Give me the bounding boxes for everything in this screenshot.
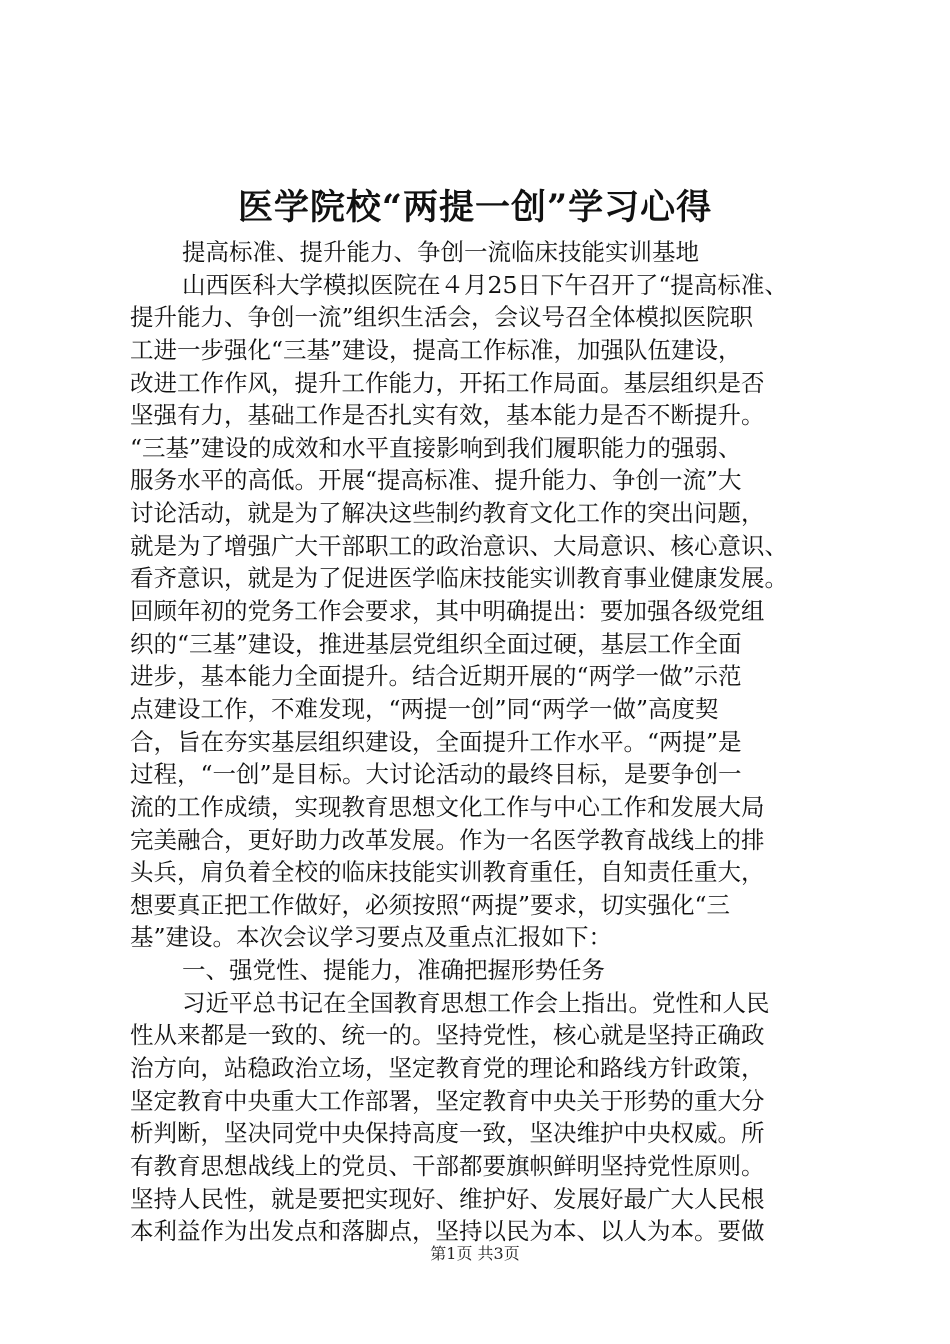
text-line: 有教育思想战线上的党员、干部都要旗帜鲜明坚持党性原则。 bbox=[130, 1151, 765, 1180]
document-body bbox=[130, 236, 850, 1248]
text-line: 工进一步强化“三基”建设，提高工作标准，加强队伍建设， bbox=[130, 335, 742, 364]
text-line: 治方向，站稳政治立场，坚定教育党的理论和路线方针政策， bbox=[130, 1054, 765, 1083]
text-line: 头兵，肩负着全校的临床技能实训教育重任，自知责任重大， bbox=[130, 858, 765, 887]
text-line: 服务水平的高低。开展“提高标准、提升能力、争创一流”大 bbox=[130, 466, 742, 495]
text-line: 完美融合，更好助力改革发展。作为一名医学教育战线上的排 bbox=[130, 825, 765, 854]
text-line: 本利益作为出发点和落脚点，坚持以民为本、以人为本。要做 bbox=[130, 1217, 765, 1246]
text-line: 基”建设。本次会议学习要点及重点汇报如下： bbox=[130, 923, 613, 952]
text-line: 织的“三基”建设，推进基层党组织全面过硬，基层工作全面 bbox=[130, 629, 742, 658]
text-line: 坚持人民性，就是要把实现好、维护好、发展好最广大人民根 bbox=[130, 1184, 765, 1213]
text-line: 一、强党性、提能力，准确把握形势任务 bbox=[182, 956, 605, 985]
text-line: 流的工作成绩，实现教育思想文化工作与中心工作和发展大局 bbox=[130, 792, 765, 821]
text-line: 山西医科大学模拟医院在４月25日下午召开了“提高标准、 bbox=[182, 270, 788, 299]
text-line: 想要真正把工作做好，必须按照“两提”要求，切实强化“三 bbox=[130, 890, 731, 919]
text-line: “三基”建设的成效和水平直接影响到我们履职能力的强弱、 bbox=[130, 433, 742, 462]
text-line: 坚强有力，基础工作是否扎实有效，基本能力是否不断提升。 bbox=[130, 401, 765, 430]
text-line: 看齐意识，就是为了促进医学临床技能实训教育事业健康发展。 bbox=[130, 564, 788, 593]
text-line: 点建设工作，不难发现，“两提一创”同“两学一做”高度契 bbox=[130, 694, 719, 723]
text-line: 改进工作作风，提升工作能力，开拓工作局面。基层组织是否 bbox=[130, 368, 765, 397]
text-line: 性从来都是一致的、统一的。坚持党性，核心就是坚持正确政 bbox=[130, 1021, 765, 1050]
text-line: 过程，“一创”是目标。大讨论活动的最终目标，是要争创一 bbox=[130, 760, 742, 789]
text-line: 合，旨在夯实基层组织建设，全面提升工作水平。“两提”是 bbox=[130, 727, 742, 756]
text-line: 习近平总书记在全国教育思想工作会上指出。党性和人民 bbox=[182, 988, 770, 1017]
page-title: 医学院校“两提一创”学习心得 bbox=[237, 187, 713, 228]
text-line: 提升能力、争创一流”组织生活会，会议号召全体模拟医院职 bbox=[130, 303, 754, 332]
text-line: 析判断，坚决同党中央保持高度一致，坚决维护中央权威。所 bbox=[130, 1119, 765, 1148]
text-line: 提高标准、提升能力、争创一流临床技能实训基地 bbox=[182, 238, 699, 266]
text-line: 讨论活动，就是为了解决这些制约教育文化工作的突出问题， bbox=[130, 499, 765, 528]
page-footer: 第1页 共3页 bbox=[430, 1244, 520, 1263]
text-line: 回顾年初的党务工作会要求，其中明确提出：要加强各级党组 bbox=[130, 597, 765, 626]
text-line: 坚定教育中央重大工作部署，坚定教育中央关于形势的重大分 bbox=[130, 1086, 765, 1115]
text-line: 进步，基本能力全面提升。结合近期开展的“两学一做”示范 bbox=[130, 662, 742, 691]
text-line: 就是为了增强广大干部职工的政治意识、大局意识、核心意识、 bbox=[130, 531, 788, 560]
